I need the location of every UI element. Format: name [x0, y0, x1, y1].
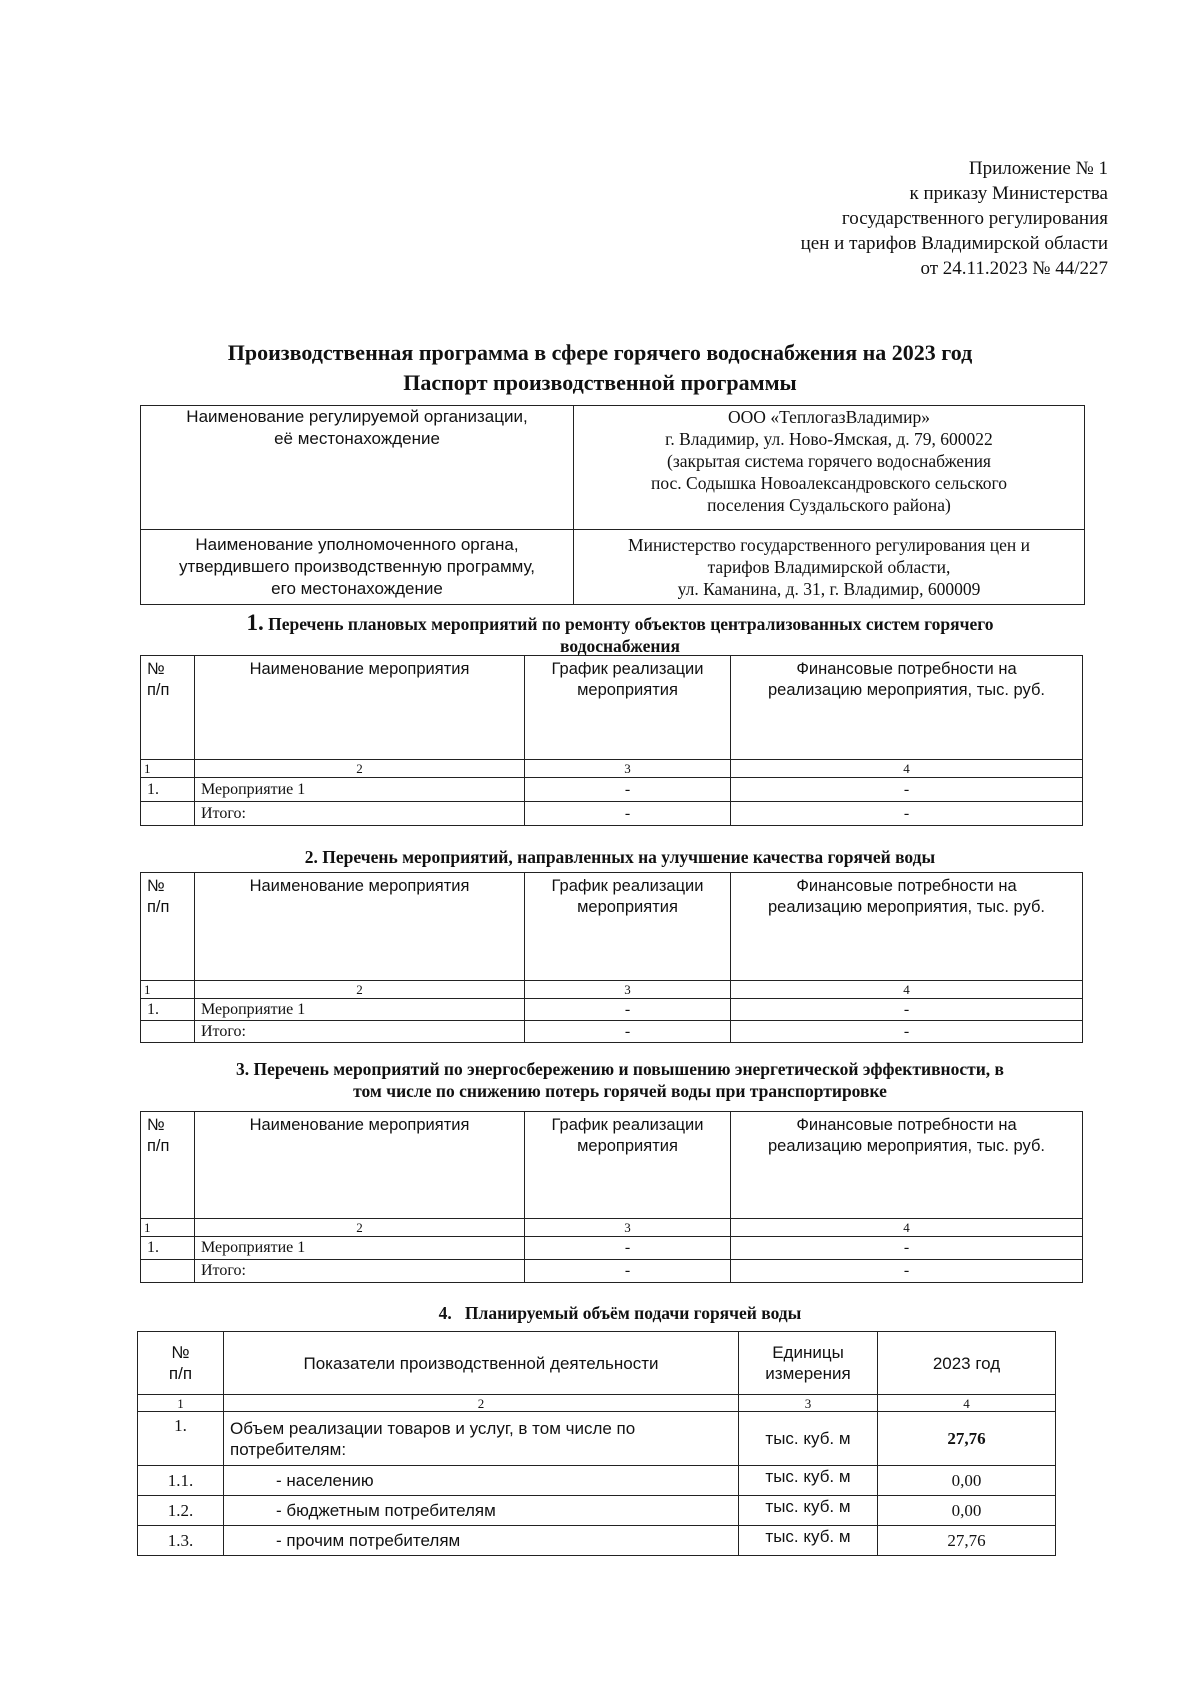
col-num-header: № п/п: [138, 1332, 224, 1395]
appendix-line: государственного регулирования: [841, 208, 1108, 229]
total-row: Итого: - -: [141, 1021, 1083, 1043]
appendix-reference: [588, 156, 1108, 281]
table-row: 1. Объем реализации товаров и услуг, в том числе по потребителям: тыс. куб. м 27,76: [138, 1412, 1056, 1466]
col-schedule-header: График реализации мероприятия: [525, 1112, 731, 1219]
col-indicator-header: Показатели производственной деятельности: [224, 1332, 739, 1395]
col-schedule-header: График реализации мероприятия: [525, 873, 731, 981]
col-name-header: Наименование мероприятия: [195, 873, 525, 981]
table-header: [141, 873, 1083, 981]
col-schedule-header: График реализации мероприятия: [525, 656, 731, 760]
col-name-header: Наименование мероприятия: [195, 656, 525, 760]
total-row: Итого: - -: [141, 1260, 1083, 1283]
passport-row-authority: [141, 530, 1085, 605]
section-1-table: [140, 655, 1083, 826]
total-row: Итого: - -: [141, 802, 1083, 826]
table-row: 1. Мероприятие 1 - -: [141, 778, 1083, 802]
passport-title: Паспорт производственной программы: [403, 370, 797, 395]
col-num-header: № п/п: [141, 656, 195, 760]
table-header: [141, 1112, 1083, 1219]
column-index-row: 1 2 3 4: [141, 1219, 1083, 1237]
column-index-row: 1 2 3 4: [138, 1395, 1056, 1412]
col-num-header: № п/п: [141, 873, 195, 981]
table-header: [138, 1332, 1056, 1395]
column-index-row: 1 2 3 4: [141, 760, 1083, 778]
table-row: 1.2. - бюджетным потребителям тыс. куб. м 0,00: [138, 1496, 1056, 1526]
document-title: Производственная программа в сфере горячего водоснабжения на 2023 год: [227, 340, 973, 365]
table-row: 1. Мероприятие 1 - -: [141, 999, 1083, 1021]
table-row: 1.3. - прочим потребителям тыс. куб. м 27,76: [138, 1526, 1056, 1556]
passport-table: [140, 405, 1085, 605]
col-finance-header: Финансовые потребности на реализацию мероприятия, тыс. руб.: [731, 1112, 1083, 1219]
col-finance-header: Финансовые потребности на реализацию мероприятия, тыс. руб.: [731, 873, 1083, 981]
appendix-line: от 24.11.2023 № 44/227: [920, 258, 1108, 279]
table-row: 1. Мероприятие 1 - -: [141, 1237, 1083, 1260]
col-num-header: № п/п: [141, 1112, 195, 1219]
col-year-header: 2023 год: [878, 1332, 1056, 1395]
section-2-title: 2. Перечень мероприятий, направленных на улучшение качества горячей воды: [304, 847, 936, 867]
appendix-line: к приказу Министерства: [909, 183, 1108, 204]
table-header: [141, 656, 1083, 760]
appendix-line: цен и тарифов Владимирской области: [800, 233, 1108, 254]
passport-row-organization: [141, 406, 1085, 530]
col-finance-header: Финансовые потребности на реализацию мероприятия, тыс. руб.: [731, 656, 1083, 760]
column-index-row: 1 2 3 4: [141, 981, 1083, 999]
section-4-title: 4. Планируемый объём подачи горячей воды: [438, 1303, 802, 1323]
col-units-header: Единицы измерения: [739, 1332, 878, 1395]
volume-table: [137, 1331, 1056, 1556]
section-3-table: [140, 1111, 1083, 1283]
section-2-table: [140, 872, 1083, 1043]
authority-label: Наименование уполномоченного органа, утвердившего производственную программу, его местонахождение: [141, 530, 574, 605]
organization-value: ООО «ТеплогазВладимир» г. Владимир, ул. Ново-Ямская, д. 79, 600022 (закрытая система горячего водоснабжения пос. Содышка Новоалександровского сельского поселения Суздальского района): [574, 406, 1085, 530]
organization-label: Наименование регулируемой организации, её местонахождение: [141, 406, 574, 530]
section-1-title: 1. Перечень плановых мероприятий по ремонту объектов централизованных систем горячего водоснабжения: [246, 610, 994, 656]
col-name-header: Наименование мероприятия: [195, 1112, 525, 1219]
section-3-title: 3. Перечень мероприятий по энергосбережению и повышению энергетической эффективности, в том числе по снижению потерь горячей воды при транспортировке: [235, 1059, 1005, 1101]
appendix-line: Приложение № 1: [968, 158, 1108, 179]
authority-value: Министерство государственного регулирования цен и тарифов Владимирской области, ул. Каманина, д. 31, г. Владимир, 600009: [574, 530, 1085, 605]
table-row: 1.1. - населению тыс. куб. м 0,00: [138, 1466, 1056, 1496]
